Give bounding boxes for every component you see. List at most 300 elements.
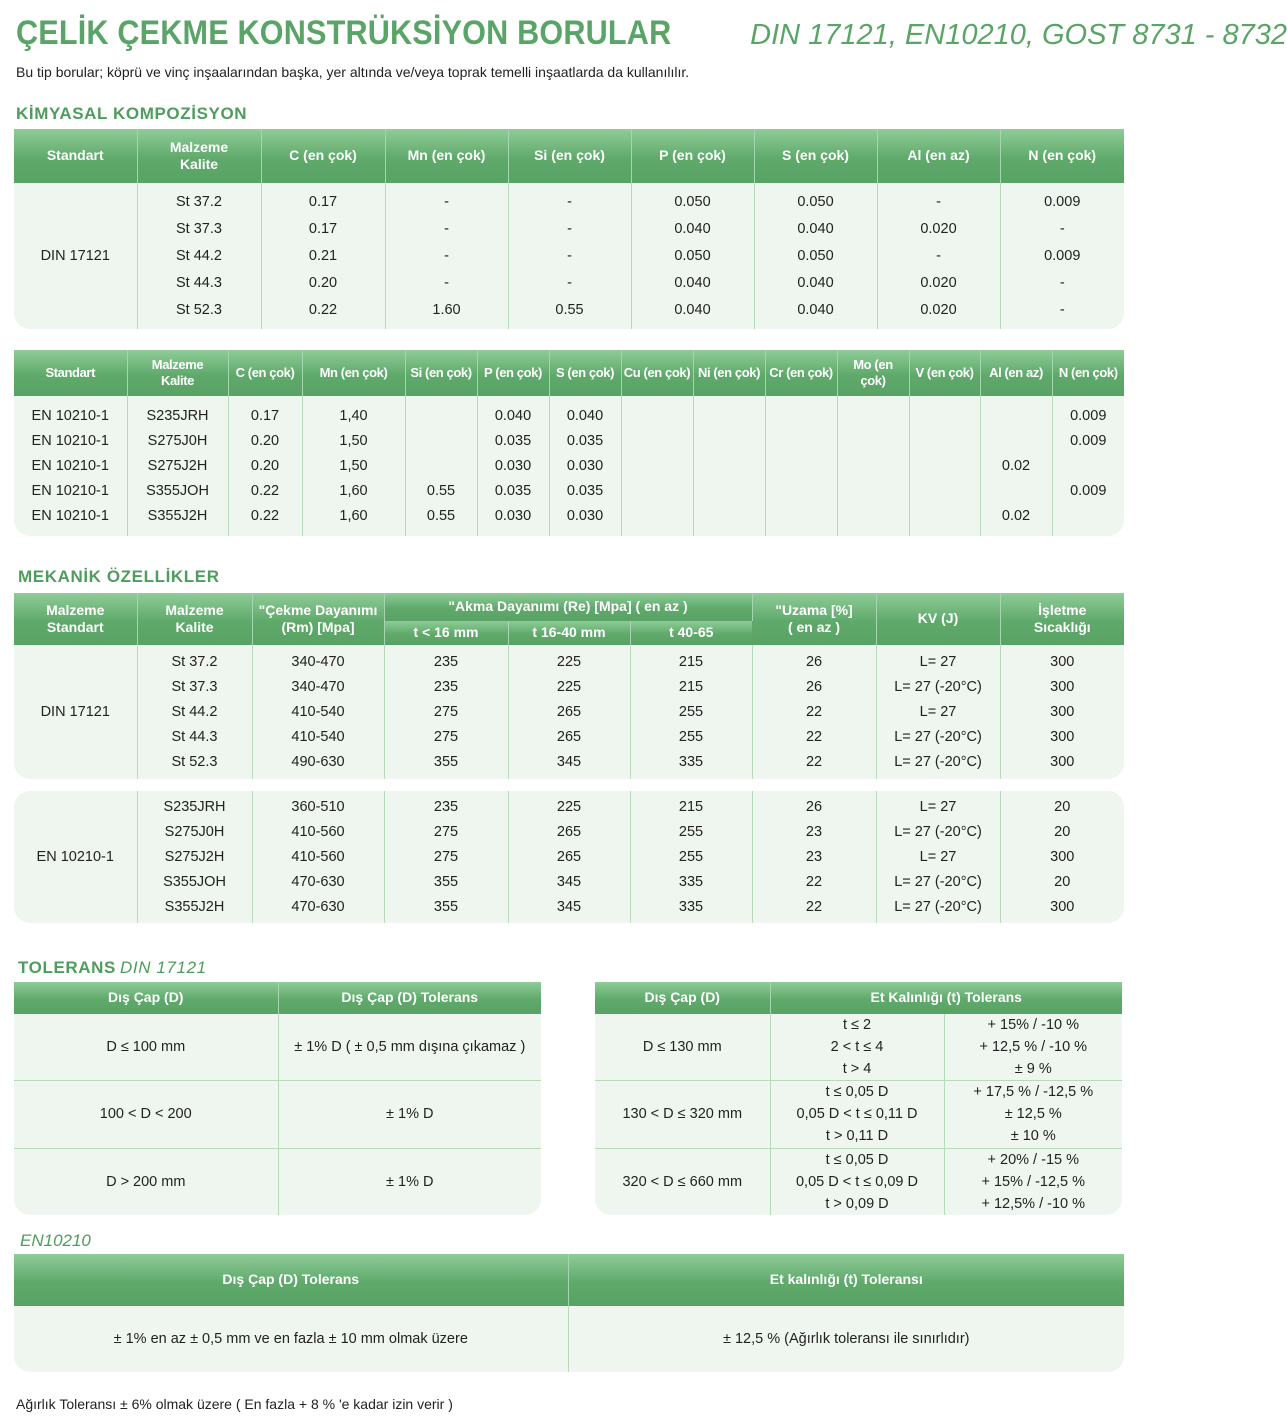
table-cell: 340-470 <box>291 678 345 695</box>
table-cell <box>624 404 691 429</box>
table-cell: 410-540 <box>291 728 345 745</box>
table-cell: 22 <box>805 703 823 720</box>
col-header: P (en çok) <box>631 129 754 183</box>
data-column <box>508 791 630 923</box>
col-header: Dış Çap (D) <box>14 982 278 1014</box>
table-cell: 300 <box>1050 653 1075 670</box>
data-column <box>405 396 477 536</box>
table-cell: 26 <box>805 798 823 815</box>
table-cell: + 17,5 % / -12,5 % <box>973 1084 1094 1101</box>
table-cell: 0.009 <box>1070 432 1107 449</box>
table-cell: 300 <box>1050 898 1075 915</box>
table-cell: St 37.2 <box>171 653 218 670</box>
table-row <box>14 1014 541 1080</box>
data-column <box>302 396 405 536</box>
table-cell: 335 <box>678 753 704 770</box>
table-cell <box>840 479 907 504</box>
table-cell: 0.55 <box>426 507 456 524</box>
table-cell <box>768 504 835 529</box>
table-cell <box>983 479 1050 504</box>
table-cell: 345 <box>556 873 582 890</box>
table-row <box>14 1080 541 1148</box>
tol-standard: DIN 17121 <box>120 958 207 977</box>
table-cell: L= 27 (-20°C) <box>894 728 982 745</box>
table-cell: 320 < D ≤ 660 mm <box>595 1148 770 1215</box>
table-cell <box>1055 504 1123 529</box>
col-header: İşletme Sıcaklığı <box>1000 593 1124 645</box>
table-cell: ± 12,5 % (Ağırlık toleransı ile sınırlıdır) <box>723 1331 970 1347</box>
standard-cell: DIN 17121 <box>14 183 137 329</box>
col-header: Et Kalınlığı (t) Tolerans <box>770 982 1122 1014</box>
col-header: Cr (en çok) <box>765 350 837 396</box>
table-cell: - <box>567 193 572 210</box>
table-cell: EN 10210-1 <box>31 507 109 524</box>
table-cell: - <box>444 247 449 264</box>
table-cell <box>912 429 978 454</box>
table-cell: 0,05 D < t ≤ 0,11 D <box>796 1106 918 1123</box>
table-cell: 0.009 <box>1070 482 1107 499</box>
table-cell: S355J2H <box>164 898 225 915</box>
table-cell <box>768 479 835 504</box>
col-header: N (en çok) <box>1000 129 1124 183</box>
data-column <box>754 183 877 329</box>
table-cell: ± 12,5 % <box>1004 1106 1062 1123</box>
table-cell: EN 10210-1 <box>31 407 109 424</box>
table-cell: 300 <box>1050 848 1075 865</box>
col-header: Mn (en çok) <box>302 350 405 396</box>
table-cell <box>696 404 763 429</box>
data-column <box>909 396 980 536</box>
table-cell <box>770 1148 944 1215</box>
table-cell: S275J2H <box>147 457 208 474</box>
table-cell: 275 <box>433 823 459 840</box>
col-header: Dış Çap (D) Tolerans <box>14 1254 568 1306</box>
table-cell: 0.040 <box>797 301 834 318</box>
chem-din-table <box>14 129 1124 329</box>
col-header: "Uzama [%] ( en az ) <box>752 593 876 645</box>
table-cell: S275J0H <box>147 432 208 449</box>
data-column <box>384 791 508 923</box>
table-cell: 345 <box>556 753 582 770</box>
col-header: V (en çok) <box>909 350 980 396</box>
table-cell: ± 1% en az ± 0,5 mm ve en fazla ± 10 mm olmak üzere <box>14 1306 568 1372</box>
table-row <box>14 1149 541 1215</box>
table-cell: 410-540 <box>291 703 345 720</box>
weight-tolerance-note: Ağırlık Toleransı ± 6% olmak üzere ( En fazla + 8 % 'e kadar izin verir ) <box>16 1396 453 1412</box>
col-header: Al (en az) <box>877 129 1000 183</box>
table-cell: 100 < D < 200 <box>14 1080 278 1148</box>
table-cell: 0.030 <box>494 507 532 524</box>
table-cell <box>1055 454 1123 479</box>
table-cell: S355JOH <box>146 482 209 499</box>
col-header: Dış Çap (D) Tolerans <box>278 982 541 1014</box>
table-cell: 0.009 <box>1044 247 1081 264</box>
data-column <box>752 645 876 779</box>
col-header: C (en çok) <box>228 350 302 396</box>
table-cell: 0.040 <box>797 274 834 291</box>
col-header: KV (J) <box>876 593 1000 645</box>
table-cell: - <box>444 220 449 237</box>
table-cell: 225 <box>556 678 582 695</box>
table-cell: St 52.3 <box>176 301 222 318</box>
table-cell: 0.030 <box>566 507 604 524</box>
table-cell: 0.17 <box>308 220 338 237</box>
table-cell: 0.22 <box>308 301 338 318</box>
table-cell <box>624 504 691 529</box>
table-cell: 355 <box>433 898 459 915</box>
col-header: Dış Çap (D) <box>595 982 770 1014</box>
table-cell: - <box>567 274 572 291</box>
table-cell: 0.040 <box>674 220 711 237</box>
col-header: Malzeme Kalite <box>137 593 252 645</box>
table-row <box>595 1081 1122 1148</box>
data-column <box>508 645 630 779</box>
table-cell: 130 < D ≤ 320 mm <box>595 1081 770 1148</box>
data-column <box>631 183 754 329</box>
table-cell <box>768 404 835 429</box>
table-cell <box>408 429 475 454</box>
col-header: N (en çok) <box>1052 350 1124 396</box>
table-cell: 215 <box>678 678 704 695</box>
table-cell: 0.035 <box>566 432 604 449</box>
data-column <box>261 183 385 329</box>
table-cell: 255 <box>678 848 704 865</box>
table-cell: 0.020 <box>920 220 957 237</box>
table-cell <box>768 454 835 479</box>
table-cell: 0.55 <box>555 301 584 318</box>
table-cell: 235 <box>433 678 459 695</box>
table-cell: 1.60 <box>432 301 461 318</box>
data-column <box>137 791 252 923</box>
table-cell: L= 27 <box>919 653 957 670</box>
table-cell: 410-560 <box>291 823 345 840</box>
table-cell: L= 27 (-20°C) <box>894 753 982 770</box>
col-header: Si (en çok) <box>405 350 477 396</box>
table-cell: 1,50 <box>339 457 368 474</box>
col-subheader: t 40-65 <box>630 621 752 645</box>
table-cell: 0,05 D < t ≤ 0,09 D <box>795 1173 918 1190</box>
col-header: "Akma Dayanımı (Re) [Mpa] ( en az ) <box>384 593 752 621</box>
table-cell: 0.17 <box>250 407 280 424</box>
data-column <box>137 183 261 329</box>
table-cell: - <box>1059 274 1065 291</box>
table-cell: 1,60 <box>339 482 368 499</box>
table-cell: 0.020 <box>920 274 957 291</box>
table-cell: - <box>444 193 449 210</box>
table-cell: 340-470 <box>291 653 345 670</box>
data-column <box>252 791 384 923</box>
table-cell: t ≤ 0,05 D <box>825 1084 889 1101</box>
table-cell: - <box>936 247 941 264</box>
table-cell: 0.21 <box>308 247 338 264</box>
mech-en-table <box>14 791 1124 923</box>
table-cell: 265 <box>556 848 582 865</box>
table-cell: t > 0,11 D <box>825 1128 889 1145</box>
table-cell <box>768 429 835 454</box>
table-cell: 0.55 <box>426 482 456 499</box>
table-cell: St 37.2 <box>176 193 222 210</box>
table-cell <box>944 1148 1122 1215</box>
data-column <box>837 396 909 536</box>
table-cell: 335 <box>678 898 704 915</box>
title-standards: DIN 17121, EN10210, GOST 8731 - 8732 <box>750 19 1287 51</box>
table-cell: St 44.3 <box>176 274 222 291</box>
tol-title: TOLERANS <box>18 958 116 977</box>
table-cell <box>696 504 763 529</box>
table-cell: 0.040 <box>566 407 604 424</box>
data-column <box>980 396 1052 536</box>
table-cell <box>912 504 978 529</box>
table-cell: 345 <box>556 898 582 915</box>
table-cell: - <box>1059 220 1065 237</box>
table-cell: 275 <box>433 848 459 865</box>
data-column <box>127 396 228 536</box>
data-column <box>477 396 549 536</box>
table-cell: 0.030 <box>494 457 532 474</box>
table-cell: 0.22 <box>250 482 280 499</box>
table-cell <box>770 1081 944 1148</box>
chem-section-title: KİMYASAL KOMPOZİSYON <box>16 104 248 123</box>
data-column <box>508 183 631 329</box>
table-cell <box>696 429 763 454</box>
table-cell: 0.050 <box>674 193 711 210</box>
table-cell: 0.009 <box>1070 407 1107 424</box>
table-cell: 275 <box>433 728 459 745</box>
data-column <box>630 791 752 923</box>
table-cell: 0.050 <box>674 247 711 264</box>
table-cell: S355J2H <box>147 507 208 524</box>
table-cell: t ≤ 0,05 D <box>825 1151 889 1168</box>
table-cell: St 37.3 <box>171 678 218 695</box>
col-header: Al (en az) <box>980 350 1052 396</box>
table-cell: 490-630 <box>291 753 345 770</box>
table-cell: 23 <box>805 823 823 840</box>
col-subheader: t < 16 mm <box>384 621 508 645</box>
table-cell: 215 <box>678 653 704 670</box>
col-header: S (en çok) <box>549 350 621 396</box>
table-cell: L= 27 <box>919 848 957 865</box>
page-description: Bu tip borular; köprü ve vinç inşaalarından başka, yer altında ve/veya toprak temelli inşaatlarda da kullanılılır. <box>16 64 690 80</box>
table-cell: St 44.2 <box>176 247 222 264</box>
table-cell: 335 <box>678 873 704 890</box>
mech-section-title: MEKANİK ÖZELLİKLER <box>18 567 220 586</box>
table-cell: 20 <box>1054 873 1071 890</box>
col-header: C (en çok) <box>261 129 385 183</box>
table-cell: 0.035 <box>494 432 532 449</box>
data-column <box>228 396 302 536</box>
table-cell: 0.050 <box>797 247 834 264</box>
table-cell: 275 <box>433 703 459 720</box>
table-cell: 0.050 <box>797 193 834 210</box>
table-cell: 22 <box>805 728 823 745</box>
mech-din-table <box>14 593 1124 779</box>
table-cell: 265 <box>556 728 582 745</box>
table-cell: L= 27 (-20°C) <box>894 898 982 915</box>
table-cell: 265 <box>556 703 582 720</box>
data-column <box>1052 396 1124 536</box>
col-header: P (en çok) <box>477 350 549 396</box>
table-cell: 0.020 <box>920 301 957 318</box>
data-column <box>876 791 1000 923</box>
data-column <box>765 396 837 536</box>
table-cell: 1,60 <box>339 507 368 524</box>
table-cell: 22 <box>805 898 823 915</box>
table-cell: D ≤ 130 mm <box>595 1014 770 1081</box>
table-cell: ± 1% D ( ± 0,5 mm dışına çıkamaz ) <box>294 1038 526 1055</box>
table-cell: t > 4 <box>842 1061 872 1078</box>
table-cell <box>696 479 763 504</box>
table-cell: EN 10210-1 <box>31 432 109 449</box>
table-cell: ± 10 % <box>1010 1128 1056 1145</box>
data-column <box>877 183 1000 329</box>
col-header: Mn (en çok) <box>385 129 508 183</box>
table-cell <box>624 479 691 504</box>
table-cell: 355 <box>433 873 459 890</box>
table-cell: 0.20 <box>250 432 280 449</box>
col-header: Cu (en çok) <box>621 350 693 396</box>
table-cell: 0.040 <box>494 407 532 424</box>
table-cell: 470-630 <box>291 873 345 890</box>
table-cell: 360-510 <box>291 798 345 815</box>
table-cell: D > 200 mm <box>14 1149 278 1215</box>
data-column <box>693 396 765 536</box>
table-cell <box>408 454 475 479</box>
table-cell: 0.02 <box>1001 507 1031 524</box>
table-cell: ± 9 % <box>1014 1061 1052 1078</box>
table-cell: EN 10210-1 <box>31 457 109 474</box>
tol-section-title <box>18 958 207 978</box>
col-header: Ni (en çok) <box>693 350 765 396</box>
table-cell: 0.02 <box>1001 457 1031 474</box>
table-cell: - <box>567 220 572 237</box>
table-cell: 0.040 <box>674 301 711 318</box>
table-cell <box>912 454 978 479</box>
table-cell: S275J2H <box>164 848 225 865</box>
col-subheader: t 16-40 mm <box>508 621 630 645</box>
table-cell: 1,40 <box>339 407 368 424</box>
table-cell: 300 <box>1050 728 1075 745</box>
data-column <box>1000 645 1124 779</box>
chem-en-table <box>14 350 1124 536</box>
table-cell: 255 <box>678 703 704 720</box>
table-cell: - <box>1059 301 1065 318</box>
table-cell: 26 <box>805 653 823 670</box>
table-cell: + 15% / -10 % <box>987 1017 1079 1034</box>
table-cell: + 15% / -12,5 % <box>981 1173 1086 1190</box>
table-cell: 22 <box>805 753 823 770</box>
table-cell: 22 <box>805 873 823 890</box>
table-cell <box>624 429 691 454</box>
table-cell: 355 <box>433 753 459 770</box>
data-column <box>876 645 1000 779</box>
col-header: Malzeme Kalite <box>137 129 261 183</box>
table-cell: 0.040 <box>674 274 711 291</box>
data-column <box>252 645 384 779</box>
table-cell: 225 <box>556 798 582 815</box>
table-cell: 0.009 <box>1044 193 1081 210</box>
page-title <box>16 14 1287 53</box>
col-header: S (en çok) <box>754 129 877 183</box>
table-cell <box>696 454 763 479</box>
data-column <box>1000 791 1124 923</box>
col-header: Malzeme Kalite <box>127 350 228 396</box>
table-cell <box>624 454 691 479</box>
table-cell: 300 <box>1050 678 1075 695</box>
data-column <box>137 645 252 779</box>
table-cell: D ≤ 100 mm <box>14 1014 278 1080</box>
table-cell: S355JOH <box>163 873 226 890</box>
table-cell: St 44.2 <box>171 703 218 720</box>
table-cell: 0.035 <box>494 482 532 499</box>
data-column <box>549 396 621 536</box>
table-cell <box>840 404 907 429</box>
table-cell: 410-560 <box>291 848 345 865</box>
title-main: ÇELİK ÇEKME KONSTRÜKSİYON BORULAR <box>16 14 672 52</box>
table-cell <box>912 404 978 429</box>
table-cell <box>912 479 978 504</box>
table-cell: L= 27 <box>919 798 957 815</box>
table-cell: t ≤ 2 <box>842 1017 872 1034</box>
table-cell: EN 10210-1 <box>31 482 109 499</box>
table-cell: ± 1% D <box>278 1149 541 1215</box>
table-cell: 2 < t ≤ 4 <box>830 1039 884 1056</box>
table-cell: 235 <box>433 653 459 670</box>
en10210-label: EN10210 <box>20 1231 91 1250</box>
table-cell: 26 <box>805 678 823 695</box>
table-cell: 0.030 <box>566 457 604 474</box>
table-cell: - <box>936 193 941 210</box>
table-cell: St 44.3 <box>171 728 218 745</box>
table-cell: L= 27 (-20°C) <box>894 678 982 695</box>
od-tolerance-table <box>14 982 541 1215</box>
data-column <box>384 645 508 779</box>
table-row <box>595 1148 1122 1215</box>
table-cell: 225 <box>556 653 582 670</box>
data-column <box>14 396 127 536</box>
table-cell: S235JRH <box>163 798 226 815</box>
table-cell: 0.17 <box>308 193 338 210</box>
table-cell: + 12,5% / -10 % <box>981 1195 1086 1212</box>
table-cell <box>983 429 1050 454</box>
table-cell: 255 <box>678 823 704 840</box>
table-cell: 0.035 <box>566 482 604 499</box>
table-cell <box>840 454 907 479</box>
table-cell <box>983 404 1050 429</box>
table-cell: L= 27 <box>919 703 957 720</box>
table-row <box>595 1014 1122 1081</box>
table-cell: 265 <box>556 823 582 840</box>
table-cell <box>944 1081 1122 1148</box>
table-cell: 0.20 <box>308 274 338 291</box>
col-header: Mo (en çok) <box>837 350 909 396</box>
col-header: "Çekme Dayanımı (Rm) [Mpa] <box>252 593 384 645</box>
table-cell: S235JRH <box>146 407 209 424</box>
table-cell: L= 27 (-20°C) <box>894 823 982 840</box>
standard-cell: EN 10210-1 <box>14 791 137 923</box>
table-cell <box>840 429 907 454</box>
table-cell: 300 <box>1050 703 1075 720</box>
en-tolerance-table <box>14 1254 1124 1372</box>
table-cell: - <box>567 247 572 264</box>
table-cell: 470-630 <box>291 898 345 915</box>
table-cell: ± 1% D <box>278 1080 541 1148</box>
table-cell: L= 27 (-20°C) <box>894 873 982 890</box>
table-cell: 23 <box>805 848 823 865</box>
table-cell: + 12,5 % / -10 % <box>979 1039 1088 1056</box>
table-cell <box>770 1014 944 1081</box>
table-cell: - <box>444 274 449 291</box>
table-cell: 300 <box>1050 753 1075 770</box>
